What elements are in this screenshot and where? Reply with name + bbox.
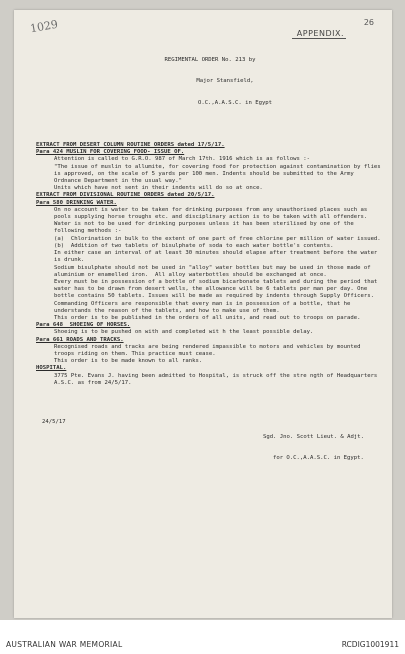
section-heading: Para 661 ROADS AND TRACKS. <box>36 336 124 343</box>
paragraph: This order is to be made known to all ranks. <box>54 358 203 365</box>
paragraph: Units which have not sent in their indents will do so at once. <box>54 185 263 192</box>
header-line: REGIMENTAL ORDER No. 213 by <box>164 56 256 63</box>
paragraph: Water is not to be used for drinking purposes unless it has been sterilised by one of the following methods :- <box>54 221 358 235</box>
paragraph: Recognised roads and tracks are being rendered impassible to motors and vehicles by mounted troops riding on them. This practice must cease. <box>54 343 364 357</box>
header-line: O.C.,A.A.S.C. in Egypt <box>197 100 273 107</box>
signature-line: Sgd. Jno. Scott Lieut. & Adjt. <box>262 433 364 440</box>
credit-record-id: RCDIG1001911 <box>341 640 399 649</box>
appendix-stamp: APPENDIX. <box>296 29 344 38</box>
order-text <box>36 24 384 491</box>
paragraph: Shoeing is to be pushed on with and completed wit h the least possible delay. <box>54 329 314 336</box>
paragraph: Attention is called to G.R.O. 987 of March 17th. 1916 which is as follows :- <box>54 156 310 163</box>
section-heading: EXTRACT FROM DIVISIONAL ROUTINE ORDERS dated 20/5/17. <box>36 192 215 199</box>
document-page <box>14 10 392 618</box>
section-heading: EXTRACT FROM DESERT COLUMN ROUTINE ORDERS dated 17/5/17. <box>36 142 225 149</box>
paragraph: Sodium bisulphate should not be used in "alloy" water bottles but may be used in those made of aluminium or enamelled iron. All alloy waterbottles should be exchanged at once. <box>54 264 374 278</box>
page-number: 26 <box>363 18 374 27</box>
paragraph: "The issue of muslin to allumite, for covering food for protection against contamination by flies is approved, on the scale of 5 yards per 100 men. Indents should be submitted to the Army Ordnance Department in the usual way." <box>54 163 385 185</box>
section-heading: Para 580 DRINKING WATER. <box>36 199 117 206</box>
header-line: Major Stansfield, <box>196 78 254 85</box>
paragraph: (b) Addition of two tablets of bisulphate of soda to each water bottle's contents. <box>54 242 334 249</box>
paragraph: On no account is water to be taken for drinking purposes from any unauthorised places such as pools supplying horse troughs etc. and disciplinary action is to be taken with all offenders. <box>54 206 371 221</box>
signature-block <box>263 419 384 477</box>
section-heading: HOSPITAL. <box>36 365 67 372</box>
paragraph: Commanding Officers are responsible that every man is in possession of a bottle, that he understands the reason of the tablets, and how to make use of them. <box>54 300 354 314</box>
order-body <box>36 142 384 387</box>
section-heading: Para 648 SHOEING OF HORSES. <box>36 322 131 329</box>
paragraph: This order is to be published in the orders of all units, and read out to troops on parade. <box>54 314 361 321</box>
credit-bar <box>0 620 405 654</box>
credit-institution: AUSTRALIAN WAR MEMORIAL <box>6 640 123 649</box>
pencil-annotation: 1029 <box>29 17 59 36</box>
order-date: 24/5/17 <box>42 419 66 426</box>
order-header <box>36 42 384 121</box>
section-heading: Para 424 MUSLIN FOR COVERING FOOD- ISSUE OF. <box>36 149 185 156</box>
signature-line: for O.C.,A.A.S.C. in Egypt. <box>272 455 364 462</box>
paragraph: 3775 Pte. Evans J. having been admitted to Hospital, is struck off the stre ngth of Headquarters A.S.C. as from 24/5/17. <box>54 372 381 386</box>
order-footer <box>36 419 384 477</box>
paragraph: Every must be in possession of a bottle of sodium bicarbonate tablets and during the period that water has to be drawn from desert wells, the allowance will be 6 tablets per man per day. One bottle contains 50 tablets. Issues will be made as required by indents through Supply Officers. <box>54 278 381 300</box>
paragraph: In either case an interval of at least 30 minutes should elapse after treatment before the water is drunk. <box>54 250 381 264</box>
paragraph: (a) Chlorination in bulk to the extent of one part of free chlorine per million of water issued. <box>54 235 381 242</box>
